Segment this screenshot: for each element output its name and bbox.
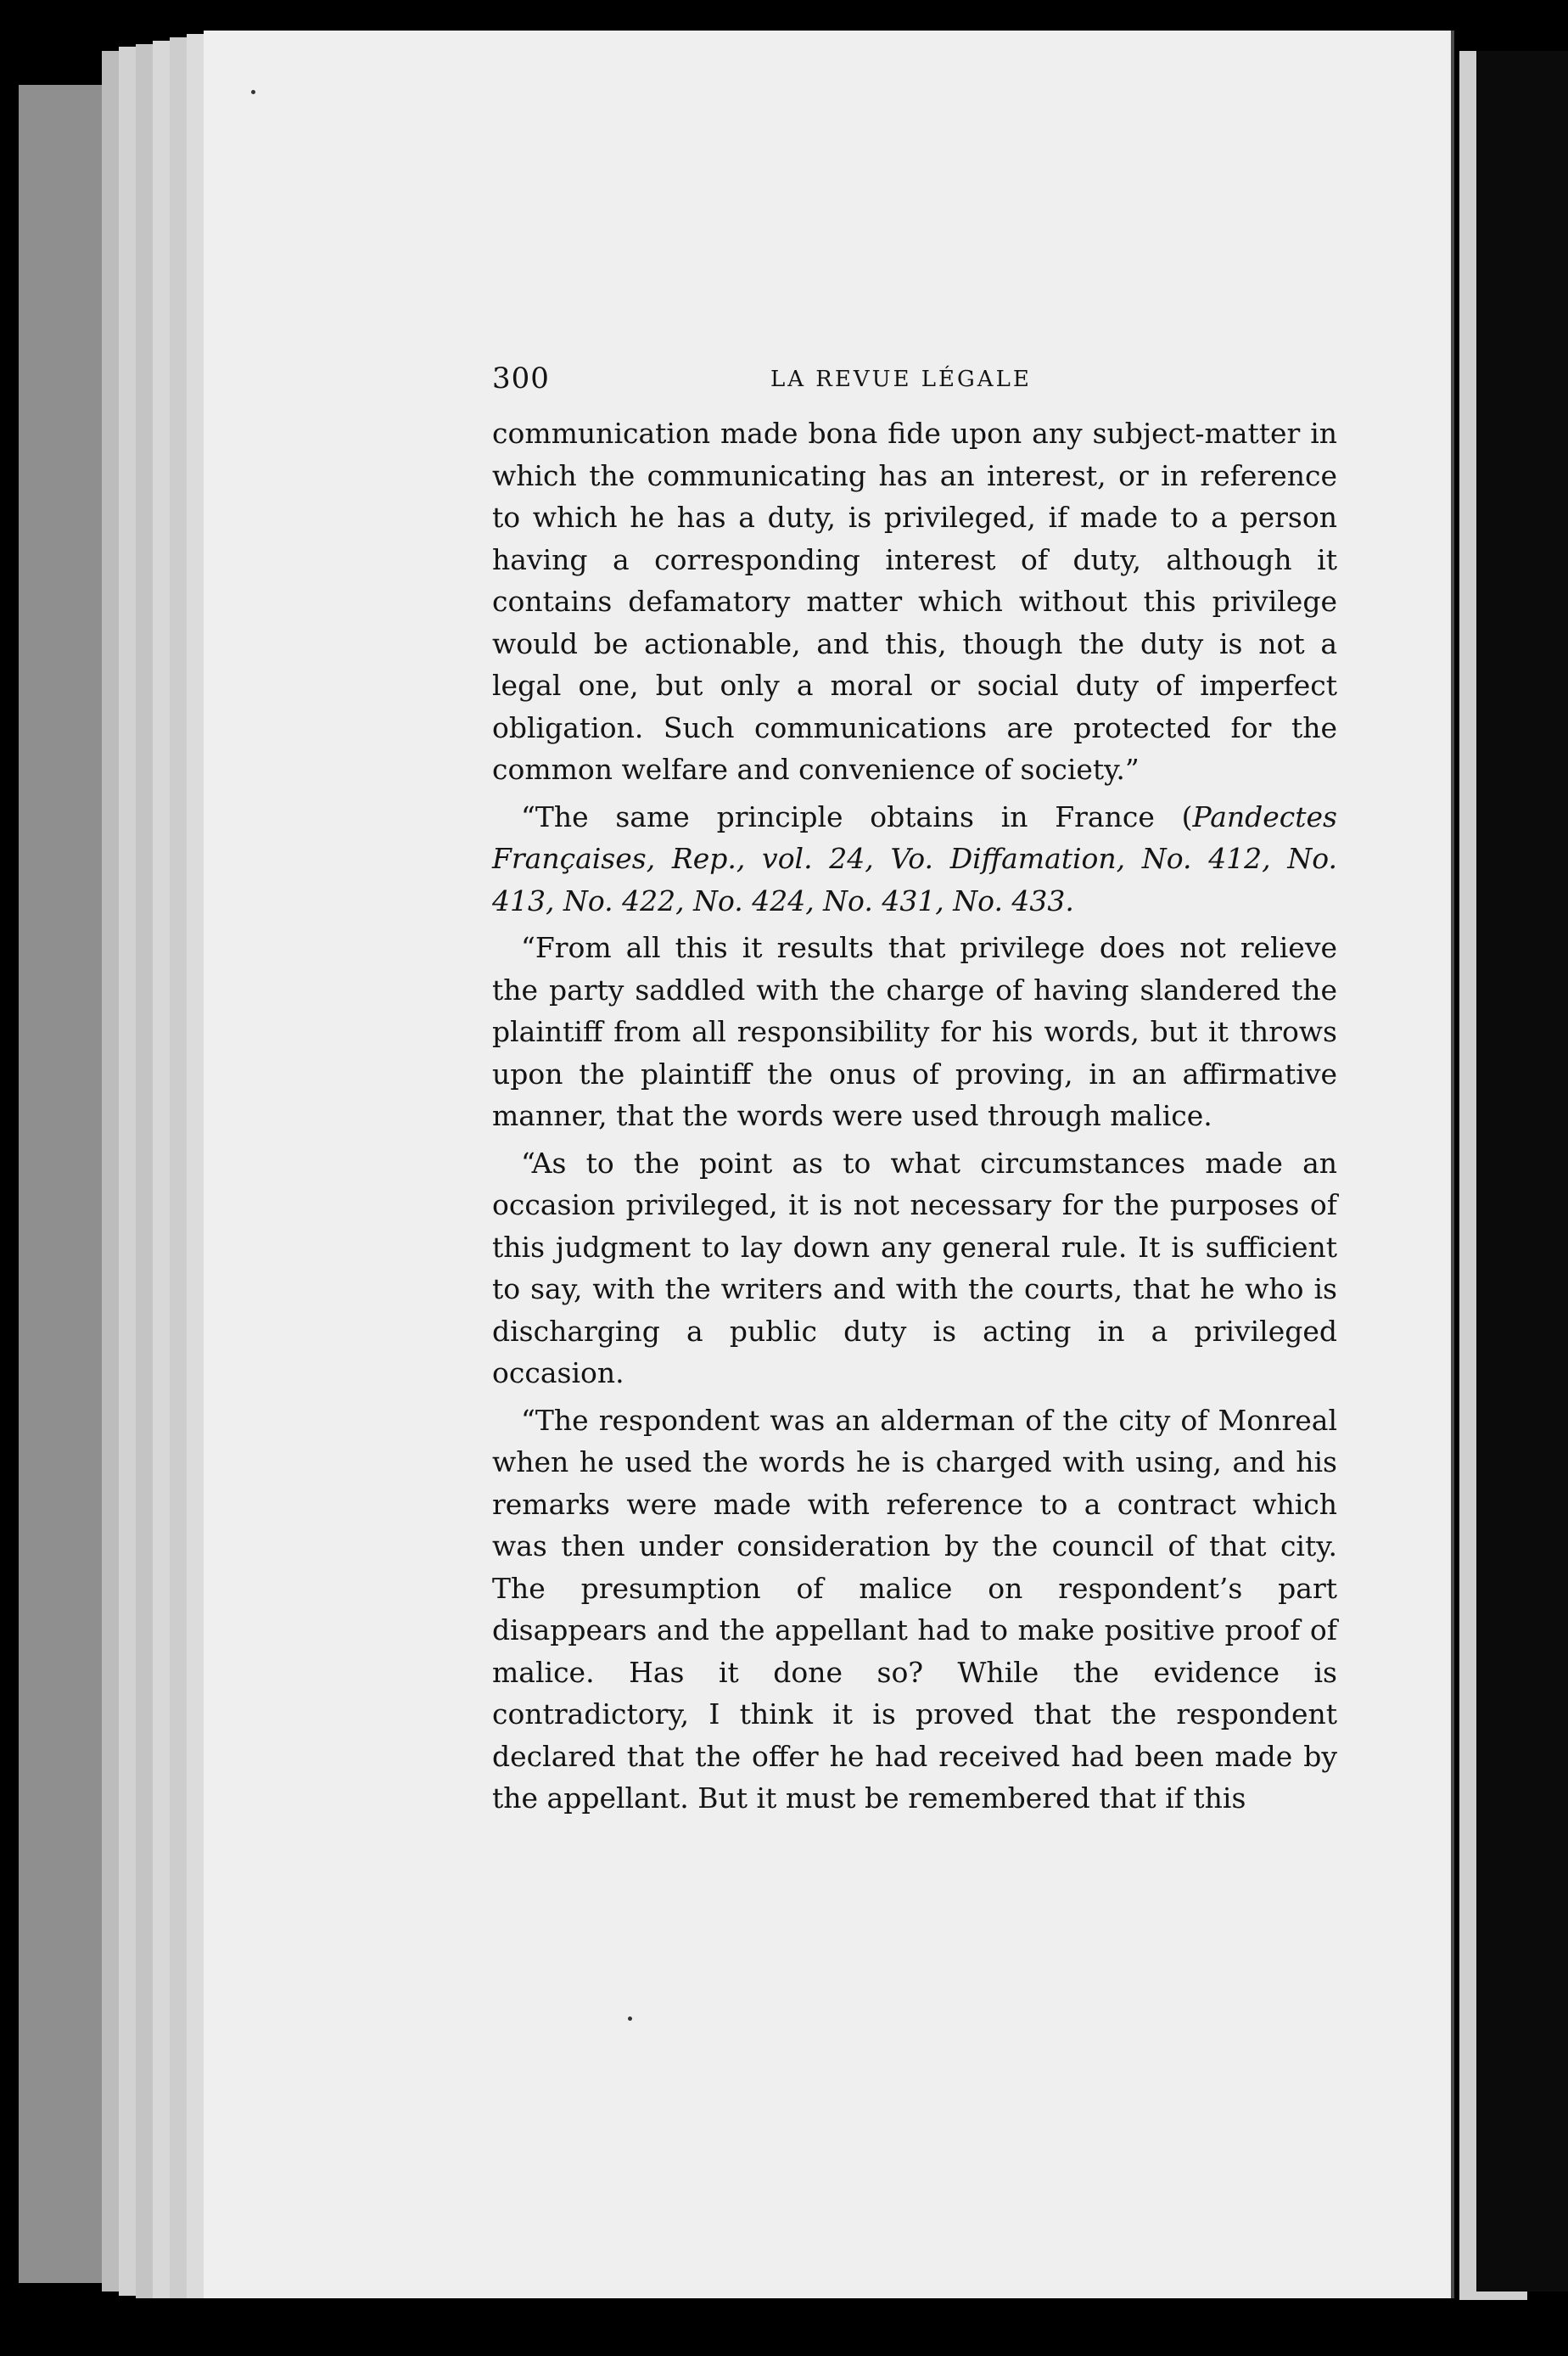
paragraph: “From all this it results that privilege does not relieve the party saddled with the charge of having slandered the plaintiff from all responsibility for his words, but it throws upon the plaintiff the onus of proving, in an affirmative manner, that the words were used through malice.: [492, 931, 1337, 1132]
book-page: [204, 31, 1451, 2298]
paragraph: communication made bona fide upon any subject-matter in which the communicating has an interest, or in reference to which he has a duty, is privileged, if made to a person having a corresponding interest of duty, although it contains defamatory matter which without this privilege would be actionable, and this, though the duty is not a legal one, but only a moral or social duty of imperfect obligation. Such communications are protected for the common welfare and convenience of society.”: [492, 417, 1337, 786]
page-text-block: [492, 362, 1337, 1820]
paragraph: “The respondent was an alderman of the city of Monreal when he used the words he is charged with using, and his remarks were made with reference to a contract which was then under consideration by the council of that city. The presumption of malice on respondent’s part disappears and the appellant had to make positive proof of malice. Has it done so? While the evidence is contradictory, I think it is proved that the respondent declared that the offer he had received had been made by the appellant. But it must be remembered that if this: [492, 1403, 1337, 1815]
paragraph-text: “The same principle obtains in France (: [521, 799, 1193, 833]
book-board-right: [1476, 51, 1568, 2291]
running-head: [492, 362, 1337, 412]
running-title: LA REVUE LÉGALE: [770, 367, 1032, 392]
paragraph: “As to the point as to what circumstances made an occasion privileged, it is not necessary for the purposes of this judgment to lay down any general rule. It is sufficient to say, with the writers and with the courts, that he who is discharging a public duty is acting in a privileged occasion.: [492, 1146, 1337, 1389]
paragraph: [492, 796, 1337, 923]
speck: [628, 2017, 632, 2021]
speck: [251, 90, 255, 94]
page-number: 300: [492, 362, 550, 395]
citation-italic: Pandectes Françaises, Rep., vol. 24, Vo. Diffamation, No. 412, No. 413, No. 422, No. 424, No. 431, No. 433.: [492, 799, 1337, 917]
